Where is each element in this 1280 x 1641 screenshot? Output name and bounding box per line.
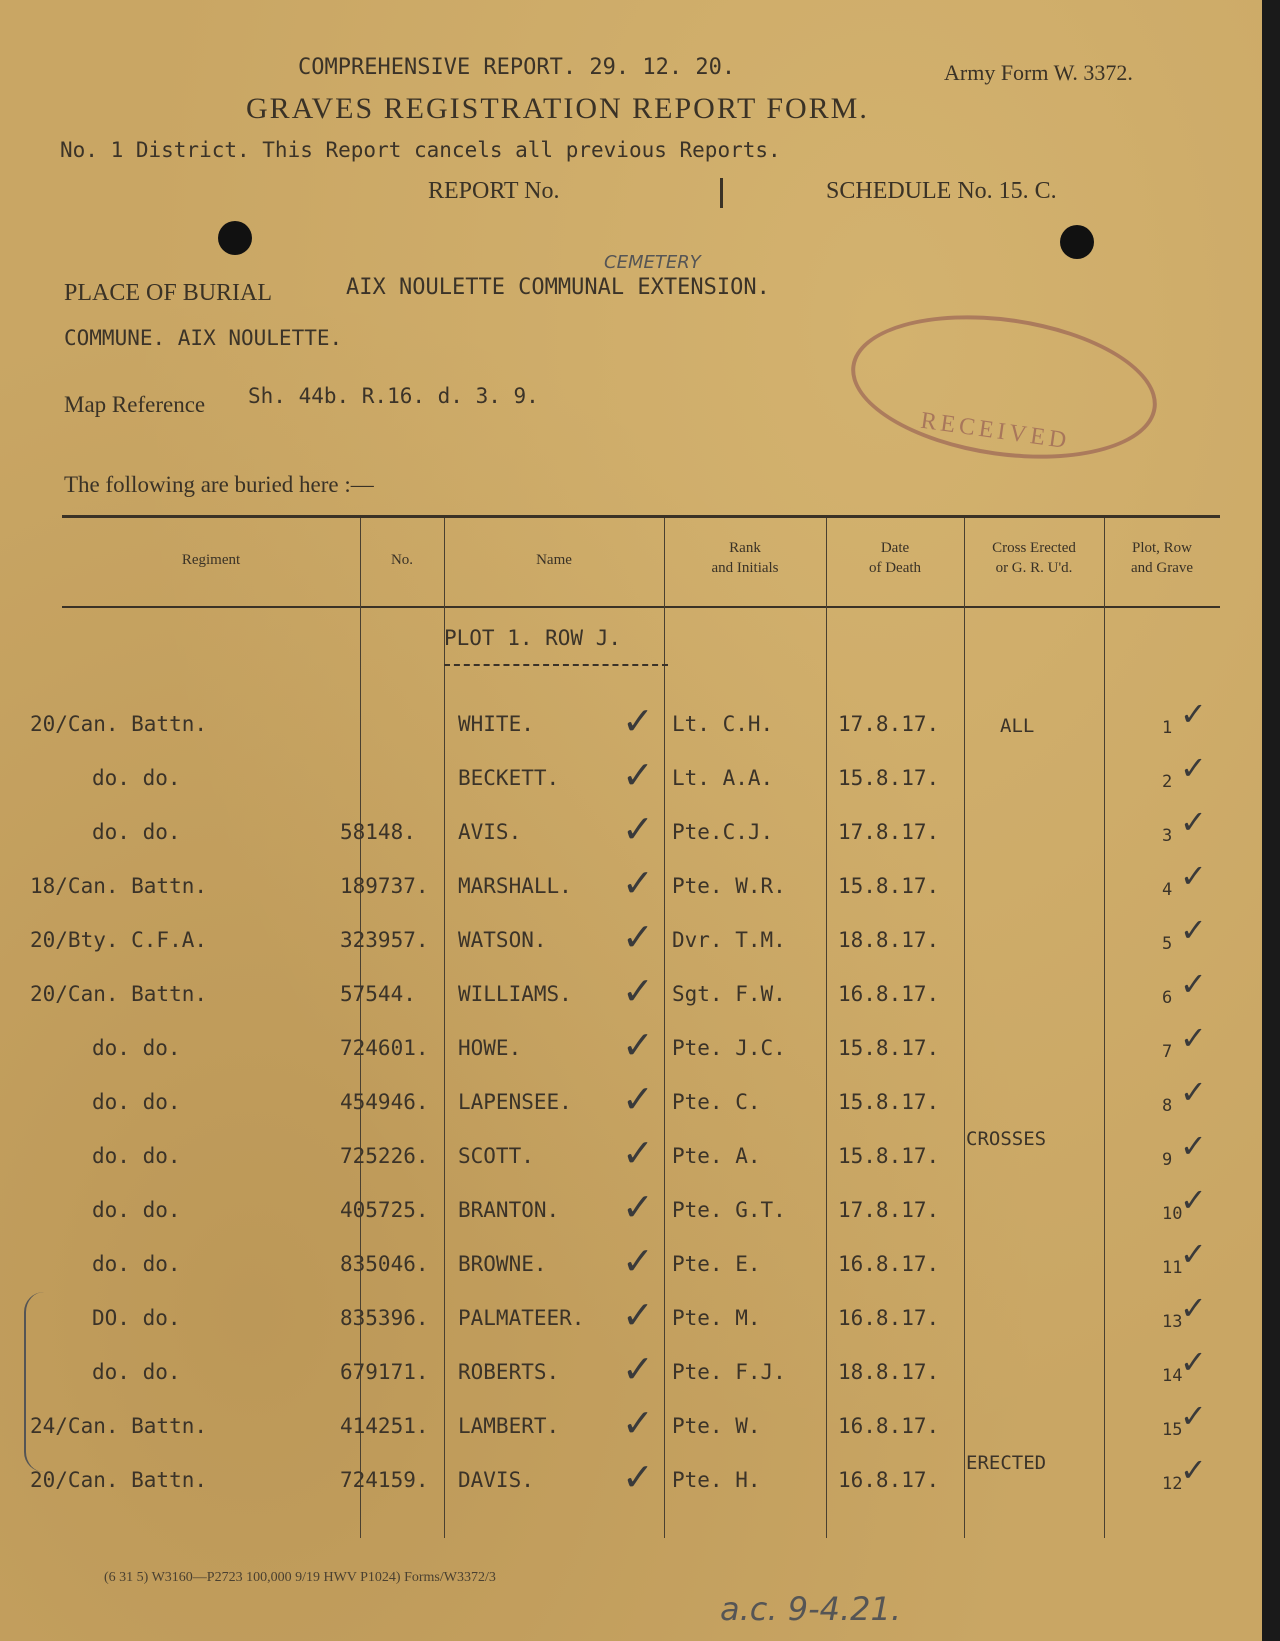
check-mark-icon: ✓ bbox=[622, 753, 654, 797]
rank-cell: Pte. W.R. bbox=[672, 874, 786, 898]
header-rank: Rank and Initials bbox=[711, 540, 779, 576]
table-row bbox=[0, 803, 1262, 860]
table-row bbox=[0, 857, 1262, 914]
regiment-cell: 24/Can. Battn. bbox=[30, 1414, 208, 1438]
rank-cell: Pte. H. bbox=[672, 1468, 761, 1492]
date-cell: 16.8.17. bbox=[838, 1414, 940, 1438]
regiment-cell: 20/Can. Battn. bbox=[30, 712, 208, 736]
grave-number-cell: 13 bbox=[1162, 1312, 1183, 1332]
grave-number-cell: 2 bbox=[1162, 772, 1173, 792]
header-regiment: Regiment bbox=[181, 552, 241, 568]
check-mark-icon: ✓ bbox=[1180, 1181, 1207, 1219]
date-cell: 17.8.17. bbox=[838, 820, 940, 844]
check-mark-icon: ✓ bbox=[622, 861, 654, 905]
print-code: (6 31 5) W3160—P2723 100,000 9/19 HWV P1024) Forms/W3372/3 bbox=[104, 1570, 496, 1585]
buried-intro: The following are buried here :— bbox=[64, 472, 374, 497]
table-row bbox=[0, 911, 1262, 968]
check-mark-icon: ✓ bbox=[1180, 1127, 1207, 1165]
check-mark-icon: ✓ bbox=[1180, 1073, 1207, 1111]
table-row bbox=[0, 1127, 1262, 1184]
table-top-rule bbox=[62, 515, 1220, 518]
grave-number-cell: 10 bbox=[1162, 1204, 1183, 1224]
date-cell: 18.8.17. bbox=[838, 1360, 940, 1384]
report-heading: COMPREHENSIVE REPORT. 29. 12. 20. bbox=[298, 55, 736, 80]
service-number-cell: 724159. bbox=[340, 1468, 429, 1492]
regiment-cell: do. do. bbox=[92, 766, 181, 790]
date-cell: 16.8.17. bbox=[838, 1306, 940, 1330]
rank-cell: Pte. F.J. bbox=[672, 1360, 786, 1384]
report-no-label: REPORT No. bbox=[428, 178, 560, 204]
table-row bbox=[0, 695, 1262, 752]
grave-number-cell: 15 bbox=[1162, 1420, 1183, 1440]
map-reference-value: Sh. 44b. R.16. d. 3. 9. bbox=[248, 384, 539, 408]
grave-number-cell: 7 bbox=[1162, 1042, 1173, 1062]
table-row bbox=[0, 1235, 1262, 1292]
rank-cell: Pte. G.T. bbox=[672, 1198, 786, 1222]
grave-number-cell: 5 bbox=[1162, 934, 1173, 954]
service-number-cell: 679171. bbox=[340, 1360, 429, 1384]
date-cell: 16.8.17. bbox=[838, 982, 940, 1006]
place-of-burial-value: AIX NOULETTE COMMUNAL EXTENSION. bbox=[346, 275, 770, 300]
service-number-cell: 58148. bbox=[340, 820, 416, 844]
check-mark-icon: ✓ bbox=[622, 969, 654, 1013]
header-name: Name bbox=[536, 552, 572, 568]
name-cell: MARSHALL. bbox=[458, 874, 572, 898]
date-cell: 15.8.17. bbox=[838, 1036, 940, 1060]
cross-note-crosses: CROSSES bbox=[966, 1128, 1047, 1150]
table-row bbox=[0, 1019, 1262, 1076]
regiment-cell: 20/Can. Battn. bbox=[30, 1468, 208, 1492]
check-mark-icon: ✓ bbox=[622, 915, 654, 959]
regiment-cell: do. do. bbox=[92, 1252, 181, 1276]
date-cell: 18.8.17. bbox=[838, 928, 940, 952]
regiment-cell: do. do. bbox=[92, 1198, 181, 1222]
name-cell: BROWNE. bbox=[458, 1252, 547, 1276]
grave-number-cell: 3 bbox=[1162, 826, 1173, 846]
service-number-cell: 57544. bbox=[340, 982, 416, 1006]
check-mark-icon: ✓ bbox=[1180, 1289, 1207, 1327]
regiment-cell: do. do. bbox=[92, 1090, 181, 1114]
table-row bbox=[0, 1343, 1262, 1400]
grave-number-cell: 14 bbox=[1162, 1366, 1183, 1386]
table-row bbox=[0, 1289, 1262, 1346]
grave-number-cell: 11 bbox=[1162, 1258, 1183, 1278]
date-cell: 15.8.17. bbox=[838, 1090, 940, 1114]
pencil-bracket bbox=[24, 1292, 48, 1472]
check-mark-icon: ✓ bbox=[1180, 1235, 1207, 1273]
service-number-cell: 454946. bbox=[340, 1090, 429, 1114]
check-mark-icon: ✓ bbox=[622, 1347, 654, 1391]
place-of-burial-label: PLACE OF BURIAL bbox=[64, 280, 273, 306]
table-row bbox=[0, 965, 1262, 1022]
service-number-cell: 414251. bbox=[340, 1414, 429, 1438]
service-number-cell: 835396. bbox=[340, 1306, 429, 1330]
check-mark-icon: ✓ bbox=[622, 1077, 654, 1121]
check-mark-icon: ✓ bbox=[622, 1131, 654, 1175]
date-cell: 15.8.17. bbox=[838, 874, 940, 898]
name-cell: HOWE. bbox=[458, 1036, 522, 1060]
check-mark-icon: ✓ bbox=[622, 1455, 654, 1499]
map-reference-label: Map Reference bbox=[64, 392, 206, 417]
regiment-cell: DO. do. bbox=[92, 1306, 181, 1330]
name-cell: AVIS. bbox=[458, 820, 522, 844]
rank-cell: Pte. E. bbox=[672, 1252, 761, 1276]
table-row bbox=[0, 1181, 1262, 1238]
table-row bbox=[0, 1397, 1262, 1454]
name-cell: ROBERTS. bbox=[458, 1360, 560, 1384]
check-mark-icon: ✓ bbox=[622, 699, 654, 743]
check-mark-icon: ✓ bbox=[622, 1023, 654, 1067]
check-mark-icon: ✓ bbox=[1180, 1019, 1207, 1057]
grave-number-cell: 9 bbox=[1162, 1150, 1173, 1170]
name-cell: BECKETT. bbox=[458, 766, 560, 790]
name-cell: WATSON. bbox=[458, 928, 547, 952]
punch-hole-right bbox=[1060, 225, 1094, 259]
check-mark-icon: ✓ bbox=[1180, 1397, 1207, 1435]
plot-row-label: PLOT 1. ROW J. bbox=[444, 626, 622, 650]
form-title: GRAVES REGISTRATION REPORT FORM. bbox=[246, 92, 869, 125]
service-number-cell: 835046. bbox=[340, 1252, 429, 1276]
grave-number-cell: 12 bbox=[1162, 1474, 1183, 1494]
regiment-cell: do. do. bbox=[92, 1144, 181, 1168]
name-cell: DAVIS. bbox=[458, 1468, 534, 1492]
rank-cell: Lt. C.H. bbox=[672, 712, 774, 736]
rank-cell: Sgt. F.W. bbox=[672, 982, 786, 1006]
name-cell: LAPENSEE. bbox=[458, 1090, 572, 1114]
name-cell: BRANTON. bbox=[458, 1198, 560, 1222]
check-mark-icon: ✓ bbox=[622, 1185, 654, 1229]
punch-hole-left bbox=[218, 221, 252, 255]
grave-number-cell: 6 bbox=[1162, 988, 1173, 1008]
report-no-mark bbox=[720, 178, 723, 208]
date-cell: 17.8.17. bbox=[838, 1198, 940, 1222]
date-cell: 16.8.17. bbox=[838, 1468, 940, 1492]
pencil-note: a.c. 9-4.21. bbox=[720, 1590, 902, 1628]
received-stamp bbox=[842, 297, 1166, 477]
rank-cell: Pte. C. bbox=[672, 1090, 761, 1114]
check-mark-icon: ✓ bbox=[1180, 749, 1207, 787]
plot-row-underline bbox=[444, 664, 668, 666]
header-no: No. bbox=[390, 552, 414, 568]
received-stamp-text: RECEIVED bbox=[918, 407, 1072, 455]
check-mark-icon: ✓ bbox=[1180, 1343, 1207, 1381]
regiment-cell: 18/Can. Battn. bbox=[30, 874, 208, 898]
date-cell: 15.8.17. bbox=[838, 1144, 940, 1168]
service-number-cell: 724601. bbox=[340, 1036, 429, 1060]
rank-cell: Pte. M. bbox=[672, 1306, 761, 1330]
date-cell: 17.8.17. bbox=[838, 712, 940, 736]
check-mark-icon: ✓ bbox=[1180, 911, 1207, 949]
rank-cell: Pte. J.C. bbox=[672, 1036, 786, 1060]
check-mark-icon: ✓ bbox=[1180, 803, 1207, 841]
name-cell: LAMBERT. bbox=[458, 1414, 560, 1438]
service-number-cell: 405725. bbox=[340, 1198, 429, 1222]
header-bottom-rule bbox=[62, 606, 1220, 608]
date-cell: 16.8.17. bbox=[838, 1252, 940, 1276]
service-number-cell: 725226. bbox=[340, 1144, 429, 1168]
rank-cell: Pte. A. bbox=[672, 1144, 761, 1168]
check-mark-icon: ✓ bbox=[1180, 1451, 1207, 1489]
header-date: Date of Death bbox=[868, 540, 922, 576]
header-plot: Plot, Row and Grave bbox=[1130, 540, 1194, 576]
date-cell: 15.8.17. bbox=[838, 766, 940, 790]
commune: COMMUNE. AIX NOULETTE. bbox=[64, 326, 343, 350]
grave-number-cell: 1 bbox=[1162, 718, 1173, 738]
rank-cell: Pte.C.J. bbox=[672, 820, 774, 844]
district-line: No. 1 District. This Report cancels all previous Reports. bbox=[60, 138, 781, 162]
name-cell: PALMATEER. bbox=[458, 1306, 585, 1330]
table-row bbox=[0, 749, 1262, 806]
check-mark-icon: ✓ bbox=[1180, 857, 1207, 895]
header-cross: Cross Erected or G. R. U'd. bbox=[992, 540, 1076, 576]
regiment-cell: do. do. bbox=[92, 1360, 181, 1384]
check-mark-icon: ✓ bbox=[622, 1239, 654, 1283]
grave-number-cell: 8 bbox=[1162, 1096, 1173, 1116]
table-row bbox=[0, 1451, 1262, 1508]
name-cell: WHITE. bbox=[458, 712, 534, 736]
cross-note-all: ALL bbox=[1000, 715, 1035, 737]
regiment-cell: 20/Bty. C.F.A. bbox=[30, 928, 208, 952]
service-number-cell: 189737. bbox=[340, 874, 429, 898]
check-mark-icon: ✓ bbox=[622, 1401, 654, 1445]
check-mark-icon: ✓ bbox=[1180, 695, 1207, 733]
regiment-cell: 20/Can. Battn. bbox=[30, 982, 208, 1006]
check-mark-icon: ✓ bbox=[622, 807, 654, 851]
cemetery-annotation: CEMETERY bbox=[604, 252, 701, 273]
rank-cell: Dvr. T.M. bbox=[672, 928, 786, 952]
army-form-number: Army Form W. 3372. bbox=[944, 60, 1133, 85]
schedule-number: SCHEDULE No. 15. C. bbox=[826, 178, 1057, 204]
check-mark-icon: ✓ bbox=[622, 1293, 654, 1337]
regiment-cell: do. do. bbox=[92, 820, 181, 844]
cross-note-erected: ERECTED bbox=[966, 1452, 1047, 1474]
name-cell: WILLIAMS. bbox=[458, 982, 572, 1006]
rank-cell: Lt. A.A. bbox=[672, 766, 774, 790]
grave-number-cell: 4 bbox=[1162, 880, 1173, 900]
regiment-cell: do. do. bbox=[92, 1036, 181, 1060]
rank-cell: Pte. W. bbox=[672, 1414, 761, 1438]
name-cell: SCOTT. bbox=[458, 1144, 534, 1168]
check-mark-icon: ✓ bbox=[1180, 965, 1207, 1003]
service-number-cell: 323957. bbox=[340, 928, 429, 952]
table-row bbox=[0, 1073, 1262, 1130]
scan-edge bbox=[1262, 0, 1280, 1641]
